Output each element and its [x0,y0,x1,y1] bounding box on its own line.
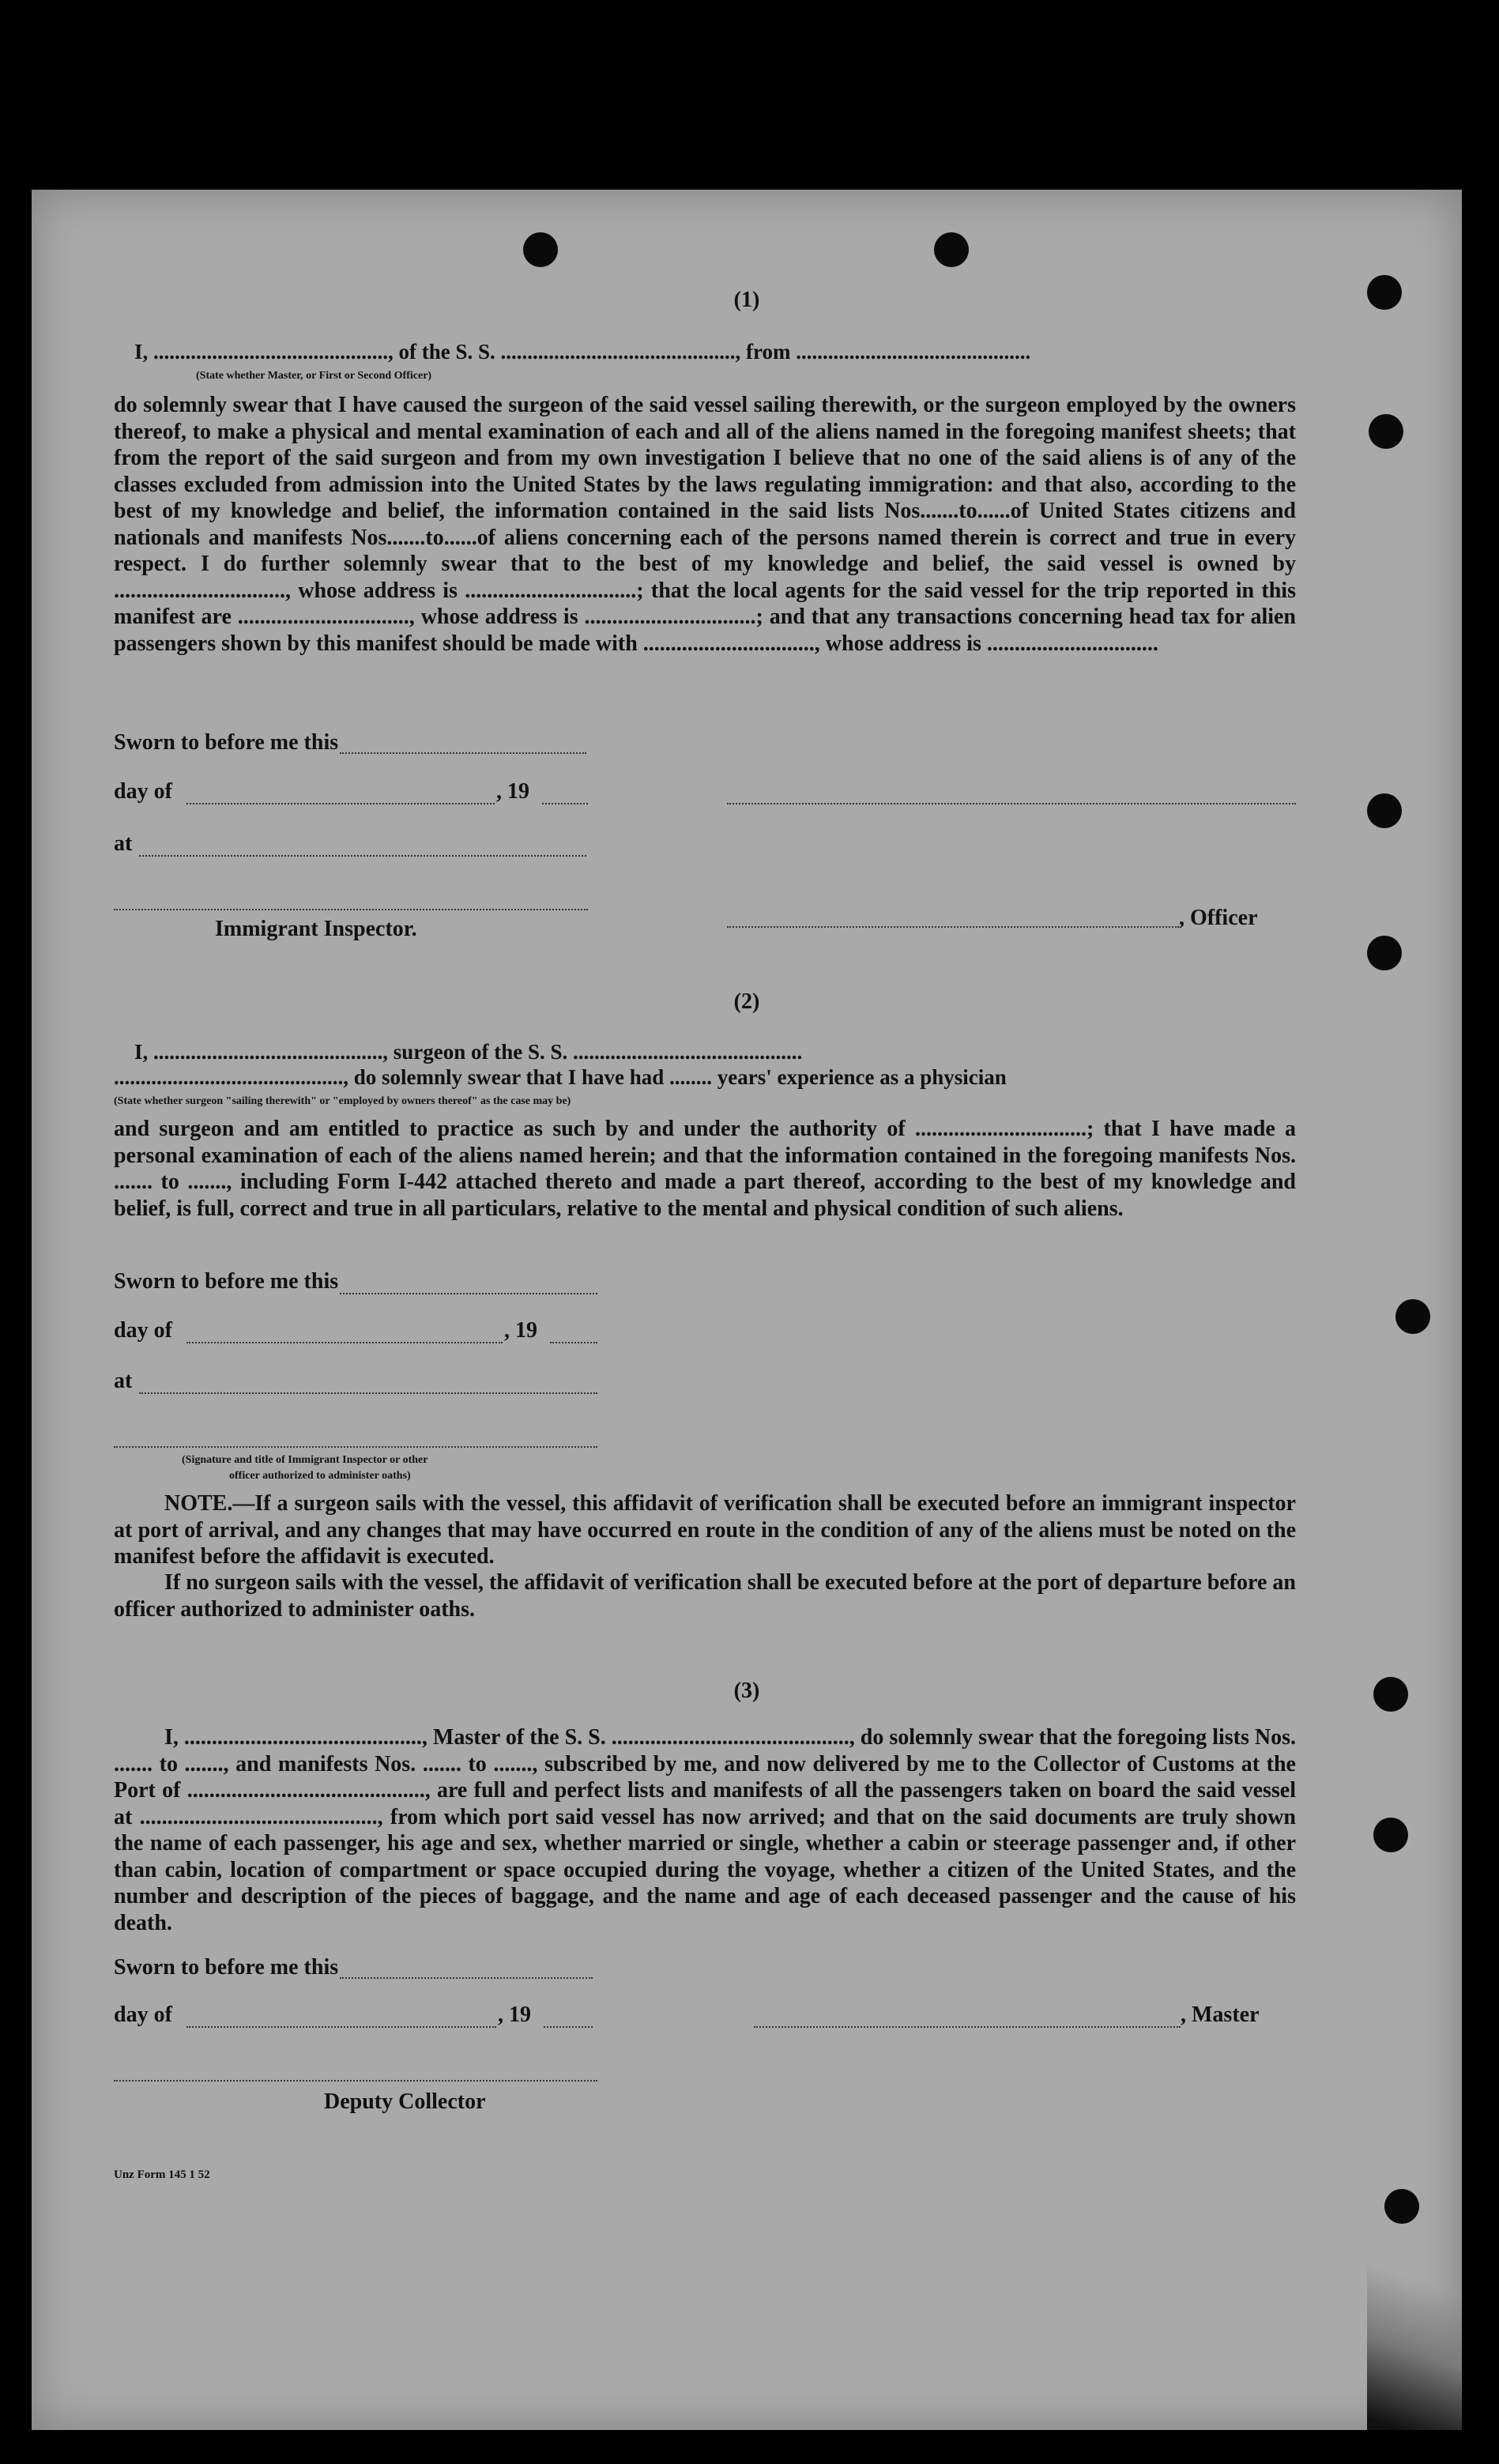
section-2-sworn: Sworn to before me this [114,1269,339,1294]
section-1-at-blank [139,855,586,857]
section-1-body: do solemnly swear that I have caused the surgeon of the said vessel sailing therewith, or the surgeon employed by the owners thereof, to make a physical and mental examination of each and all of the aliens named in the foregoing manifest sheets; that from the report of the said surgeon and from my own investigation I believe that no one of the said aliens is of any of the classes excluded from admission into the United States by the laws regulating immigration: and that also, according to the best of my knowledge and belief, the information contained in the said lists Nos.......to......of United States citizens and nationals and manifests Nos.......to......of aliens concerning each of the persons named therein is correct and true in every respect. I do further solemnly swear that to the best of my knowledge and belief, the said vessel is owned by ..............................., whose address is ...............................; that the local agents for the said vessel for the trip reported in this manifest are ..............................., whose address is ...............................; and that any transactions concerning head tax for alien passengers shown by this manifest should be made with ..............................., whose address is ............................... [114,393,1296,656]
section-1-line-1-note: (State whether Master, or First or Second Officer) [196,370,432,382]
section-1-officer-signature-top [727,803,1296,804]
section-1-year: , 19 [496,779,529,804]
section-2-signature-line [114,1446,597,1448]
section-3-collector-signature [114,2080,597,2082]
section-3-year-blank [544,2026,593,2028]
section-2-at: at [114,1369,133,1393]
torn-corner [1367,2225,1462,2430]
section-2-year: , 19 [504,1318,537,1343]
section-3-master-signature [754,2026,1181,2028]
punch-hole-top-right [934,232,969,267]
section-2-line-2: ..........................................., do solemnly swear that I have had ........ years' experience as a physician [114,1065,1007,1089]
section-3-heading: (3) [733,1678,760,1703]
section-1-sworn: Sworn to before me this [114,730,339,755]
section-2-line-2-note: (State whether surgeon "sailing therewith" or "employed by owners thereof" as the case may be) [114,1095,571,1107]
form-number: Unz Form 145 1 52 [114,2168,210,2181]
section-3-year: , 19 [498,2002,531,2027]
document-page [32,190,1462,2430]
section-2-sworn-blank [340,1293,597,1294]
section-3-sworn: Sworn to before me this [114,1955,339,1980]
section-1-inspector-signature [114,909,588,910]
section-1-year-blank [542,803,588,804]
section-1-at: at [114,831,133,856]
punch-hole-edge-5 [1395,1299,1430,1334]
section-1-officer-label: , Officer [1179,906,1258,930]
section-3-day-blank [186,2026,496,2028]
punch-hole-edge-8 [1384,2189,1419,2224]
section-3-body: I, ..........................................., Master of the S. S. ..........................................., do solemnly swear that the foregoing lists Nos. ....... to ......., and manifests Nos. ....... to ......., subscribed by me, and now delivered by me to the Collector of Customs at the Port of ..........................................., are full and perfect lists and manifests of all the passengers taken on board the said vessel at ..........................................., from which port said vessel has now arrived; and that on the said documents are truly shown the name of each passenger, his age and sex, whether married or single, whether a cabin or steerage passenger and, if other than cabin, location of compartment or space occupied during the voyage, whether a citizen of the United States, and the number and description of the pieces of baggage, and the name and age of each deceased passenger and the cause of his death. [114,1725,1296,1935]
section-2-year-blank [550,1342,597,1343]
section-2-note-2: If no surgeon sails with the vessel, the affidavit of verification shall be executed before at the port of departure before an officer authorized to administer oaths. [114,1570,1296,1622]
section-1-sworn-blank [340,752,586,754]
section-2-day-blank [186,1342,503,1343]
section-2-line-1: I, ..........................................., surgeon of the S. S. ........................................... [134,1040,803,1064]
section-2-signature-note-1: (Signature and title of Immigrant Inspector or other [182,1454,428,1466]
section-2-day-of: day of [114,1318,172,1343]
section-3-master-label: , Master [1181,2002,1260,2027]
punch-hole-edge-3 [1367,793,1402,828]
section-2-signature-note-2: officer authorized to administer oaths) [229,1470,411,1482]
section-1-day-of: day of [114,779,172,804]
section-3-day-of: day of [114,2002,172,2027]
punch-hole-edge-7 [1373,1818,1408,1852]
punch-hole-edge-2 [1369,414,1403,449]
section-1-day-blank [186,803,495,804]
section-1-officer-signature [727,926,1179,928]
section-2-heading: (2) [733,989,760,1014]
section-2-note-1: NOTE.—If a surgeon sails with the vessel, this affidavit of verification shall be executed before an immigrant inspector at port of arrival, and any changes that may have occurred en route in the condition of any of the aliens must be noted on the manifest before the affidavit is executed. [114,1491,1296,1569]
section-1-line-1: I, ............................................, of the S. S. ............................................, from ............................................ [134,340,1031,364]
section-2-at-blank [139,1392,597,1394]
section-1-heading: (1) [733,288,760,312]
section-1-inspector-label: Immigrant Inspector. [215,917,417,941]
section-3-collector-label: Deputy Collector [324,2089,486,2114]
punch-hole-edge-4 [1367,936,1402,970]
section-2-body: and surgeon and am entitled to practice as such by and under the authority of ...............................; that I have made a personal examination of each of the aliens named herein; and that the information contained in the foregoing manifests Nos. ....... to ......., including Form I-442 attached thereto and made a part thereof, according to the best of my knowledge and belief, is full, correct and true in all particulars, relative to the mental and physical condition of such aliens. [114,1117,1296,1221]
punch-hole-top-left [523,232,558,267]
section-3-sworn-blank [340,1977,593,1979]
